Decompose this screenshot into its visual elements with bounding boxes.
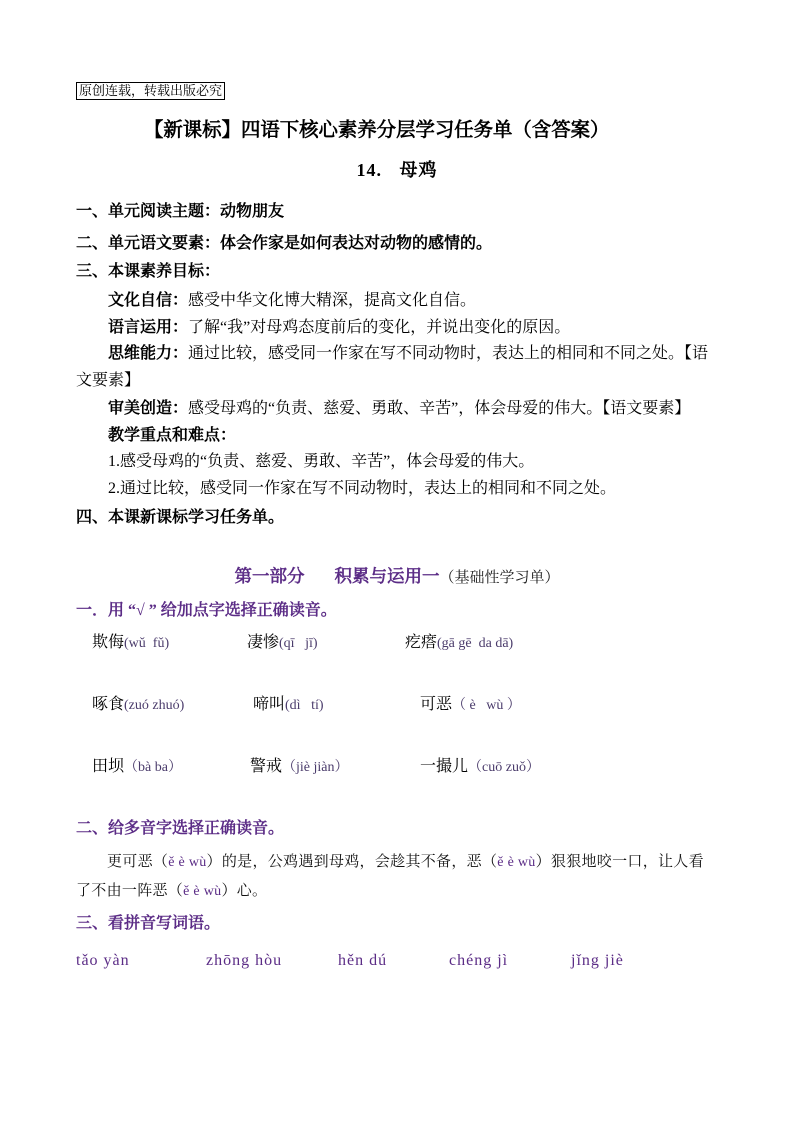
pronunciation-item [250, 758, 349, 777]
exercise-two-prompt: 二、给多音字选择正确读音。 [76, 820, 285, 837]
pronunciation-item [92, 758, 182, 777]
item-pinyin-options: （ è wù ） [452, 698, 521, 713]
key-points-heading: 教学重点和难点： [108, 427, 237, 444]
goal-cultural-confidence [76, 287, 724, 314]
copyright-notice: 原创连载，转载出版必究 [76, 82, 225, 100]
item-word: 警戒 [250, 758, 283, 775]
pronunciation-item [253, 696, 324, 715]
passage-text: ）的是，公鸡遇到母鸡，会趁其不备，恶（ [206, 853, 498, 870]
goal-text: 了解“我”对母鸡态度前后的变化，并说出变化的原因。 [188, 318, 571, 336]
item-word: 可恶 [420, 696, 453, 713]
passage-pinyin-options: ě è wù [497, 854, 536, 870]
item-word: 疙瘩 [405, 634, 438, 651]
pronunciation-item [247, 634, 318, 653]
pinyin-word: chéng jì [449, 952, 509, 969]
item-word: 欺侮 [92, 634, 125, 651]
goal-language-use [76, 314, 724, 341]
part-one-heading [0, 566, 794, 588]
goal-label: 审美创造： [108, 399, 189, 417]
pronunciation-item [92, 634, 169, 653]
key-point-item: 1.感受母鸡的“负责、慈爱、勇敢、辛苦”，体会母爱的伟大。 [108, 453, 535, 470]
pinyin-word: jǐng jiè [571, 952, 624, 969]
goal-text: 感受母鸡的“负责、慈爱、勇敢、辛苦”，体会母爱的伟大。【语文要素】 [188, 399, 691, 417]
item-pinyin-options: （cuō zuǒ） [468, 760, 540, 775]
item-word: 一撮儿 [420, 758, 469, 775]
pinyin-word: hěn dú [338, 952, 388, 969]
polyphone-passage [76, 848, 712, 906]
goal-aesthetic-creation [76, 395, 724, 422]
pronunciation-item [405, 634, 513, 653]
pinyin-word: tǎo yàn [76, 952, 130, 969]
pinyin-word: zhōng hòu [206, 952, 283, 969]
item-pinyin-options: (qī jī) [279, 636, 318, 651]
goal-thinking-ability [76, 340, 724, 394]
part-title: 积累与运用一 [334, 566, 440, 586]
literacy-goals-heading: 三、本课素养目标： [76, 263, 221, 280]
item-pinyin-options: (gā gē da dā) [437, 636, 514, 651]
item-pinyin-options: （bà ba） [124, 760, 182, 775]
item-pinyin-options: (dì tí) [285, 698, 324, 713]
pronunciation-item [420, 758, 540, 777]
item-word: 田坝 [92, 758, 125, 775]
goal-label: 思维能力： [108, 344, 189, 362]
pronunciation-item [92, 696, 184, 715]
task-sheet-heading: 四、本课新课标学习任务单。 [76, 509, 285, 526]
goal-text: 通过比较，感受同一作家在写不同动物时，表达上的相同和不同之处。【语文要素】 [76, 344, 709, 389]
passage-pinyin-options: ě è wù [183, 883, 222, 899]
exercise-three-prompt: 三、看拼音写词语。 [76, 915, 221, 932]
item-pinyin-options: (wǔ fǔ) [124, 636, 170, 651]
key-point-item: 2.通过比较，感受同一作家在写不同动物时，表达上的相同和不同之处。 [108, 480, 617, 497]
item-word: 凄惨 [247, 634, 280, 651]
item-pinyin-options: （jiè jiàn） [282, 760, 349, 775]
passage-text: ）狠狠地咬一口，让人看了不由一阵恶（ [76, 853, 704, 899]
lesson-title: 14. 母鸡 [356, 160, 438, 180]
pronunciation-item [420, 696, 521, 715]
unit-reading-theme: 一、单元阅读主题：动物朋友 [76, 203, 285, 220]
goal-text: 感受中华文化博大精深，提高文化自信。 [188, 291, 477, 309]
unit-language-element: 二、单元语文要素：体会作家是如何表达对动物的感情的。 [76, 235, 493, 252]
item-word: 啼叫 [253, 696, 286, 713]
item-word: 啄食 [92, 696, 125, 713]
part-label: 第一部分 [234, 566, 305, 586]
goal-label: 文化自信： [108, 291, 189, 309]
passage-pinyin-options: ě è wù [168, 854, 207, 870]
item-pinyin-options: (zuó zhuó) [124, 698, 185, 713]
exercise-one-prompt: 一．用 “√ ” 给加点字选择正确读音。 [76, 602, 337, 619]
worksheet-title: 【新课标】四语下核心素养分层学习任务单（含答案） [144, 120, 610, 141]
passage-text: ）心。 [221, 882, 268, 899]
goal-label: 语言运用： [108, 318, 189, 336]
passage-text: 更可恶（ [107, 853, 169, 870]
part-subtitle: （基础性学习单） [439, 570, 560, 586]
